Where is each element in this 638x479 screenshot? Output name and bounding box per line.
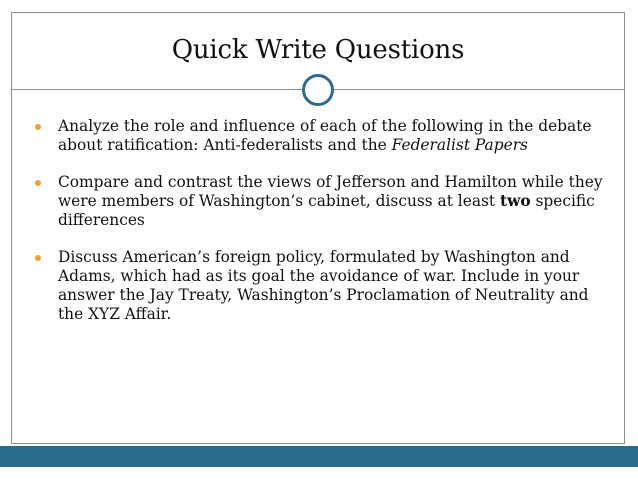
bullet-dot-icon <box>35 124 41 130</box>
bullet-text-main: Discuss American’s foreign policy, formulated by Washington and Adams, which had as its goal the avoidance of war. Include in your answer the Jay Treaty, Washington’s Proclamation of Neutrality and the XYZ Affair. <box>58 248 589 323</box>
bullet-text-end: specific differences <box>58 192 595 229</box>
bullet-text-main: Compare and contrast the views of Jefferson and Hamilton while they were members of Washington’s cabinet, discuss at least <box>58 173 603 210</box>
bullet-text-main: Analyze the role and influence of each of the following in the debate about ratification: Anti-federalists and the <box>58 117 592 154</box>
bullet-text <box>58 117 592 154</box>
bullet-dot-icon <box>35 255 41 261</box>
footer-bar <box>0 446 638 467</box>
slide-frame <box>11 12 625 444</box>
bullet-text-italic: Federalist Papers <box>391 136 528 154</box>
slide-title: Quick Write Questions <box>171 35 465 65</box>
bullet-item-foreign-policy <box>35 248 615 324</box>
bullet-item-ratification <box>35 117 615 155</box>
bullet-list <box>35 117 615 342</box>
bullet-dot-icon <box>35 180 41 186</box>
bullet-item-jefferson-hamilton <box>35 173 615 230</box>
circle-ornament-icon <box>302 74 334 106</box>
bullet-text <box>58 248 589 323</box>
bullet-text <box>58 173 603 229</box>
bullet-text-bold: two <box>499 192 531 210</box>
